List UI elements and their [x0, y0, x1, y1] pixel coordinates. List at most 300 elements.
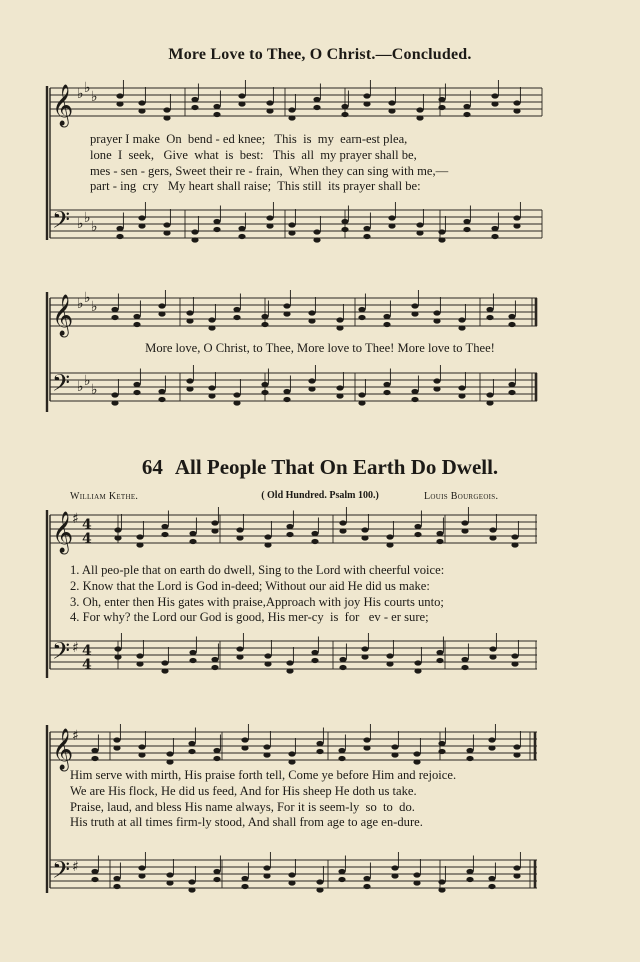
note-head [486, 400, 493, 405]
note-head [236, 654, 243, 659]
hymn-bottom-title [0, 455, 640, 480]
note-head [458, 385, 465, 390]
note-head [191, 105, 198, 110]
note-head [391, 744, 398, 749]
note-head [336, 317, 343, 322]
note-head [463, 112, 470, 117]
note-head [238, 93, 245, 98]
note-head [238, 101, 245, 106]
note-head [138, 744, 145, 749]
note-head [339, 528, 346, 533]
note-head [491, 234, 498, 239]
note-head [391, 873, 398, 878]
note-head [513, 752, 520, 757]
note-head [463, 227, 470, 232]
note-head [361, 535, 368, 540]
note-head [363, 226, 370, 231]
note-head [113, 876, 120, 881]
note-head [286, 524, 293, 529]
note-head [266, 223, 273, 228]
note-head [263, 744, 270, 749]
note-head [211, 520, 218, 525]
note-head [363, 93, 370, 98]
note-head [163, 107, 170, 112]
note-head [189, 658, 196, 663]
note-head [388, 108, 395, 113]
note-head [113, 737, 120, 742]
svg-text:♭: ♭ [84, 210, 91, 226]
note-head [316, 749, 323, 754]
note-head [414, 660, 421, 665]
note-head [508, 322, 515, 327]
note-head [213, 756, 220, 761]
note-head [264, 653, 271, 658]
verse-line: part - ing cry My heart shall raise; This still its prayer shall be: [90, 179, 421, 194]
note-head [433, 318, 440, 323]
note-head [358, 400, 365, 405]
note-head [264, 534, 271, 539]
note-head [311, 539, 318, 544]
bass-clef-icon: 𝄢 [52, 637, 71, 670]
note-head [438, 237, 445, 242]
note-head [286, 532, 293, 537]
note-head [358, 392, 365, 397]
note-head [313, 97, 320, 102]
note-head [133, 390, 140, 395]
note-head [416, 230, 423, 235]
note-head [336, 393, 343, 398]
note-head [486, 392, 493, 397]
note-head [488, 876, 495, 881]
note-head [211, 528, 218, 533]
treble-clef-icon: 𝄞 [52, 85, 74, 126]
note-head [161, 660, 168, 665]
note-head [166, 751, 173, 756]
note-head [208, 317, 215, 322]
note-head [136, 534, 143, 539]
note-head [466, 756, 473, 761]
note-head [136, 661, 143, 666]
note-head [438, 105, 445, 110]
note-head [338, 877, 345, 882]
note-head [489, 654, 496, 659]
note-head [433, 310, 440, 315]
note-head [208, 393, 215, 398]
note-head [411, 397, 418, 402]
note-head [116, 101, 123, 106]
note-head [213, 104, 220, 109]
svg-text:4: 4 [82, 531, 92, 547]
note-head [461, 657, 468, 662]
note-head [311, 658, 318, 663]
note-head [114, 535, 121, 540]
note-head [136, 653, 143, 658]
note-head [491, 101, 498, 106]
note-head [158, 397, 165, 402]
note-head [313, 229, 320, 234]
note-head [388, 100, 395, 105]
hymn-number: 64 [141, 455, 163, 479]
note-head [433, 378, 440, 383]
hymn-bottom-verses-second [70, 768, 456, 831]
note-head [138, 100, 145, 105]
note-head [114, 527, 121, 532]
note-head [188, 741, 195, 746]
note-head [413, 880, 420, 885]
note-head [413, 759, 420, 764]
note-head [414, 524, 421, 529]
svg-text:♭: ♭ [84, 373, 91, 389]
note-head [236, 646, 243, 651]
note-head [508, 390, 515, 395]
svg-text:♯: ♯ [72, 640, 79, 656]
note-head [488, 745, 495, 750]
note-head [233, 392, 240, 397]
verse-line: lone I seek, Give what is best: This all my prayer shall be, [90, 147, 417, 162]
note-head [488, 884, 495, 889]
note-head [283, 311, 290, 316]
verse-line: 2. Know that the Lord is God in-deed; Without our aid He did us make: [70, 578, 430, 593]
note-head [414, 668, 421, 673]
note-head [111, 392, 118, 397]
note-head [339, 520, 346, 525]
hymn-bottom-verses-first [70, 563, 444, 626]
svg-text:4: 4 [82, 517, 92, 533]
verse-line: prayer I make On bend - ed knee; This is my earn-est plea, [90, 132, 408, 146]
bass-clef-icon: 𝄢 [52, 206, 71, 239]
note-head [463, 219, 470, 224]
note-head [266, 215, 273, 220]
verse-line: mes - sen - gers, Sweet their re - frain, When they can sing with me,— [90, 163, 449, 178]
note-head [458, 393, 465, 398]
svg-text:♭: ♭ [77, 296, 84, 312]
svg-text:♯: ♯ [72, 511, 79, 527]
note-head [339, 657, 346, 662]
note-head [386, 542, 393, 547]
note-head [436, 531, 443, 536]
note-head [313, 237, 320, 242]
note-head [341, 227, 348, 232]
note-head [133, 322, 140, 327]
note-head [386, 653, 393, 658]
note-head [263, 873, 270, 878]
note-head [508, 314, 515, 319]
note-head [513, 108, 520, 113]
note-head [363, 884, 370, 889]
note-head [414, 532, 421, 537]
treble-clef-icon: 𝄞 [52, 729, 74, 770]
note-head [261, 382, 268, 387]
note-head [288, 751, 295, 756]
verse-line: Him serve with mirth, His praise forth tell, Come ye before Him and rejoice. [70, 768, 457, 782]
note-head [261, 314, 268, 319]
note-head [158, 311, 165, 316]
svg-text:♯: ♯ [72, 859, 79, 875]
note-head [311, 650, 318, 655]
note-head [213, 748, 220, 753]
hymn-top-title: More Love to Thee, O Christ.—Concluded. [168, 46, 472, 63]
note-head [363, 234, 370, 239]
note-head [91, 869, 98, 874]
note-head [511, 653, 518, 658]
note-head [213, 112, 220, 117]
note-head [238, 234, 245, 239]
svg-text:♭: ♭ [77, 379, 84, 395]
note-head [191, 229, 198, 234]
note-head [466, 748, 473, 753]
note-head [186, 378, 193, 383]
svg-text:♭: ♭ [91, 89, 98, 105]
note-head [513, 873, 520, 878]
svg-text:♭: ♭ [91, 219, 98, 235]
note-head [438, 749, 445, 754]
note-head [413, 872, 420, 877]
note-head [186, 386, 193, 391]
svg-text:4: 4 [82, 643, 92, 659]
note-head [513, 223, 520, 228]
bass-clef-icon: 𝄢 [52, 856, 71, 889]
note-head [463, 104, 470, 109]
svg-text:♭: ♭ [77, 86, 84, 102]
note-head [338, 748, 345, 753]
note-head [286, 668, 293, 673]
note-head [361, 646, 368, 651]
note-head [241, 884, 248, 889]
note-head [466, 869, 473, 874]
note-head [363, 737, 370, 742]
svg-text:♭: ♭ [91, 299, 98, 315]
verse-line: 1. All peo-ple that on earth do dwell, Sing to the Lord with cheerful voice: [70, 563, 445, 577]
note-head [114, 654, 121, 659]
note-head [308, 378, 315, 383]
note-head [386, 534, 393, 539]
note-head [411, 311, 418, 316]
note-head [114, 646, 121, 651]
note-head [461, 520, 468, 525]
note-head [358, 315, 365, 320]
note-head [283, 303, 290, 308]
note-head [288, 107, 295, 112]
note-head [158, 389, 165, 394]
note-head [236, 527, 243, 532]
verse-line: We are His flock, He did us feed, And for His sheep He doth us take. [70, 783, 417, 798]
note-head [133, 382, 140, 387]
svg-text:4: 4 [82, 657, 92, 673]
note-head [136, 542, 143, 547]
note-head [116, 234, 123, 239]
note-head [391, 752, 398, 757]
note-head [411, 389, 418, 394]
svg-text:♭: ♭ [84, 290, 91, 306]
note-head [288, 230, 295, 235]
note-head [383, 382, 390, 387]
note-head [511, 661, 518, 666]
note-head [288, 880, 295, 885]
note-head [166, 880, 173, 885]
note-head [313, 105, 320, 110]
note-head [288, 759, 295, 764]
note-head [358, 307, 365, 312]
note-head [416, 115, 423, 120]
note-head [161, 524, 168, 529]
treble-clef-icon: 𝄞 [52, 512, 74, 553]
note-head [436, 650, 443, 655]
note-head [513, 744, 520, 749]
note-head [116, 226, 123, 231]
note-head [138, 873, 145, 878]
note-head [264, 661, 271, 666]
note-head [138, 223, 145, 228]
note-head [489, 535, 496, 540]
note-head [111, 400, 118, 405]
note-head [266, 108, 273, 113]
hymn-title-text: All People That On Earth Do Dwell. [174, 455, 499, 479]
note-head [438, 741, 445, 746]
note-head [186, 310, 193, 315]
note-head [283, 389, 290, 394]
note-head [361, 527, 368, 532]
note-head [491, 226, 498, 231]
note-head [266, 100, 273, 105]
note-head [241, 876, 248, 881]
note-head [211, 665, 218, 670]
note-head [138, 752, 145, 757]
note-head [361, 654, 368, 659]
note-head [511, 542, 518, 547]
note-head [513, 100, 520, 105]
note-head [489, 527, 496, 532]
verse-line: 3. Oh, enter then His gates with praise,Approach with joy His courts unto; [70, 594, 444, 609]
note-head [263, 752, 270, 757]
note-head [341, 219, 348, 224]
note-head [383, 314, 390, 319]
note-head [363, 745, 370, 750]
note-head [188, 887, 195, 892]
note-head [486, 307, 493, 312]
note-head [188, 879, 195, 884]
note-head [213, 227, 220, 232]
note-head [111, 315, 118, 320]
note-head [233, 315, 240, 320]
note-head [213, 869, 220, 874]
note-head [413, 751, 420, 756]
note-head [113, 745, 120, 750]
note-head [341, 112, 348, 117]
note-head [238, 226, 245, 231]
note-head [316, 741, 323, 746]
note-head [288, 872, 295, 877]
note-head [466, 877, 473, 882]
note-head [391, 865, 398, 870]
note-head [311, 531, 318, 536]
note-head [336, 385, 343, 390]
note-head [163, 222, 170, 227]
note-head [213, 877, 220, 882]
note-head [91, 748, 98, 753]
note-head [339, 665, 346, 670]
note-head [158, 303, 165, 308]
note-head [438, 229, 445, 234]
note-head [191, 237, 198, 242]
note-head [188, 749, 195, 754]
note-head [461, 528, 468, 533]
note-head [133, 314, 140, 319]
note-head [161, 668, 168, 673]
note-head [113, 884, 120, 889]
note-head [283, 397, 290, 402]
svg-text:♭: ♭ [84, 80, 91, 96]
note-head [513, 215, 520, 220]
note-head [189, 539, 196, 544]
note-head [208, 385, 215, 390]
note-head [166, 759, 173, 764]
note-head [388, 215, 395, 220]
note-head [163, 115, 170, 120]
note-head [213, 219, 220, 224]
note-head [411, 303, 418, 308]
note-head [166, 872, 173, 877]
note-head [308, 318, 315, 323]
note-head [91, 756, 98, 761]
note-head [491, 93, 498, 98]
note-head [186, 318, 193, 323]
verse-line: Praise, laud, and bless His name always, For it is seem-ly so to do. [70, 799, 415, 814]
note-head [308, 386, 315, 391]
note-head [211, 657, 218, 662]
note-head [513, 865, 520, 870]
note-head [189, 650, 196, 655]
note-head [436, 539, 443, 544]
note-head [233, 400, 240, 405]
note-head [161, 532, 168, 537]
verse-line: 4. For why? the Lord our God is good, His mer-cy is for ev - er sure; [70, 610, 429, 625]
note-head [383, 322, 390, 327]
note-head [508, 382, 515, 387]
note-head [189, 531, 196, 536]
note-head [458, 325, 465, 330]
note-head [138, 865, 145, 870]
note-head [436, 658, 443, 663]
note-head [241, 745, 248, 750]
note-head [486, 315, 493, 320]
note-head [363, 101, 370, 106]
note-head [489, 646, 496, 651]
note-head [264, 542, 271, 547]
note-head [288, 222, 295, 227]
note-head [341, 104, 348, 109]
note-head [438, 97, 445, 102]
note-head [416, 107, 423, 112]
note-head [236, 535, 243, 540]
note-head [241, 737, 248, 742]
note-head [461, 665, 468, 670]
note-head [308, 310, 315, 315]
note-head [111, 307, 118, 312]
hymn-top-verses [90, 132, 530, 195]
hymn-top-refrain: More love, O Christ, to Thee, More love to Thee! More love to Thee! [145, 341, 495, 355]
bass-clef-icon: 𝄢 [52, 369, 71, 402]
note-head [91, 877, 98, 882]
note-head [338, 756, 345, 761]
note-head [383, 390, 390, 395]
note-head [433, 386, 440, 391]
svg-text:♯: ♯ [72, 728, 79, 744]
note-head [116, 93, 123, 98]
note-head [138, 108, 145, 113]
note-head [208, 325, 215, 330]
tune-name: ( Old Hundred. Psalm 100.) [261, 490, 379, 501]
note-head [338, 869, 345, 874]
